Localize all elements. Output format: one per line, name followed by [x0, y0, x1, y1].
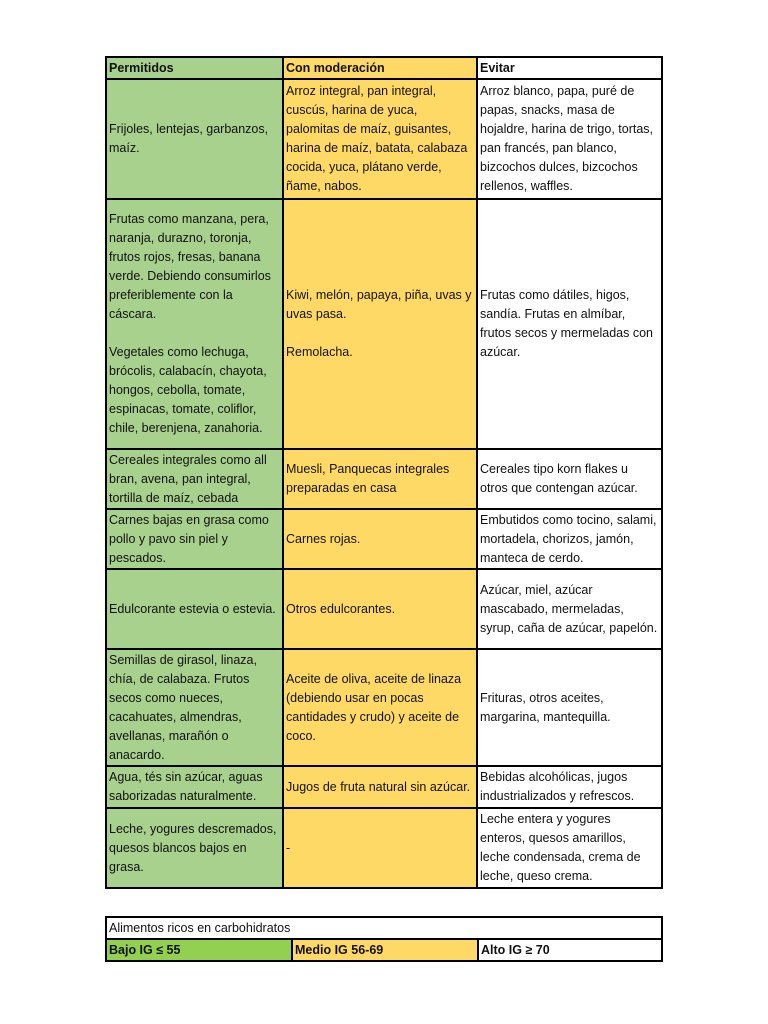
cell-evitar: Leche entera y yogures enteros, quesos amarillos, leche condensada, crema de leche, queso crema.: [477, 808, 662, 888]
header-row: [106, 57, 662, 79]
cell-evitar: Frituras, otros aceites, margarina, mantequilla.: [477, 649, 662, 766]
cell-permitidos: Frutas como manzana, pera, naranja, durazno, toronja, frutos rojos, fresas, banana verde. Debiendo consumirlos preferiblemente con la cáscara. Vegetales como lechuga, brócolis, calabacín, chayota, hongos, cebolla, tomate, espinacas, tomate, coliflor, chile, berenjena, zanahoria.: [106, 199, 283, 449]
ig-levels-row: [106, 939, 662, 961]
table-row: [106, 766, 662, 808]
cell-evitar: Azúcar, miel, azúcar mascabado, mermeladas, syrup, caña de azúcar, papelón.: [477, 569, 662, 649]
cell-permitidos: Cereales integrales como all bran, avena, pan integral, tortilla de maíz, cebada: [106, 449, 283, 509]
cell-con-moderacion: Aceite de oliva, aceite de linaza (debiendo usar en pocas cantidades y crudo) y aceite de coco.: [283, 649, 477, 766]
cell-evitar: Arroz blanco, papa, puré de papas, snacks, masa de hojaldre, harina de trigo, tortas, pan francés, pan blanco, bizcochos dulces, bizcochos rellenos, waffles.: [477, 79, 662, 199]
ig-bajo: Bajo IG ≤ 55: [106, 939, 292, 961]
header-con-moderacion: Con moderación: [283, 57, 477, 79]
table-row: [106, 569, 662, 649]
cell-permitidos: Edulcorante estevia o estevia.: [106, 569, 283, 649]
cell-permitidos: Carnes bajas en grasa como pollo y pavo sin piel y pescados.: [106, 509, 283, 569]
cell-evitar: Cereales tipo korn flakes u otros que contengan azúcar.: [477, 449, 662, 509]
cell-con-moderacion: Muesli, Panquecas integrales preparadas en casa: [283, 449, 477, 509]
cell-con-moderacion: Kiwi, melón, papaya, piña, uvas y uvas pasa. Remolacha.: [283, 199, 477, 449]
cell-permitidos: Semillas de girasol, linaza, chía, de calabaza. Frutos secos como nueces, cacahuates, almendras, avellanas, marañón o anacardo.: [106, 649, 283, 766]
cell-con-moderacion: Carnes rojas.: [283, 509, 477, 569]
ig-medio: Medio IG 56-69: [292, 939, 478, 961]
table-row: [106, 509, 662, 569]
table-row: [106, 449, 662, 509]
cell-evitar: Bebidas alcohólicas, jugos industrializados y refrescos.: [477, 766, 662, 808]
header-evitar: Evitar: [477, 57, 662, 79]
table-row: [106, 79, 662, 199]
ig-table-title: Alimentos ricos en carbohidratos: [106, 917, 662, 939]
cell-evitar: Embutidos como tocino, salami, mortadela, chorizos, jamón, manteca de cerdo.: [477, 509, 662, 569]
food-table: [105, 56, 663, 889]
header-permitidos: Permitidos: [106, 57, 283, 79]
cell-evitar: Frutas como dátiles, higos, sandía. Frutas en almíbar, frutos secos y mermeladas con azúcar.: [477, 199, 662, 449]
cell-con-moderacion: -: [283, 808, 477, 888]
glycemic-index-table: [105, 916, 663, 962]
table-row: [106, 199, 662, 449]
ig-title-row: [106, 917, 662, 939]
cell-con-moderacion: Jugos de fruta natural sin azúcar.: [283, 766, 477, 808]
cell-con-moderacion: Arroz integral, pan integral, cuscús, harina de yuca, palomitas de maíz, guisantes, harina de maíz, batata, calabaza cocida, yuca, plátano verde, ñame, nabos.: [283, 79, 477, 199]
cell-permitidos: Agua, tés sin azúcar, aguas saborizadas naturalmente.: [106, 766, 283, 808]
cell-con-moderacion: Otros edulcorantes.: [283, 569, 477, 649]
cell-permitidos: Frijoles, lentejas, garbanzos, maíz.: [106, 79, 283, 199]
table-row: [106, 649, 662, 766]
table-row: [106, 808, 662, 888]
cell-permitidos: Leche, yogures descremados, quesos blancos bajos en grasa.: [106, 808, 283, 888]
ig-alto: Alto IG ≥ 70: [478, 939, 662, 961]
